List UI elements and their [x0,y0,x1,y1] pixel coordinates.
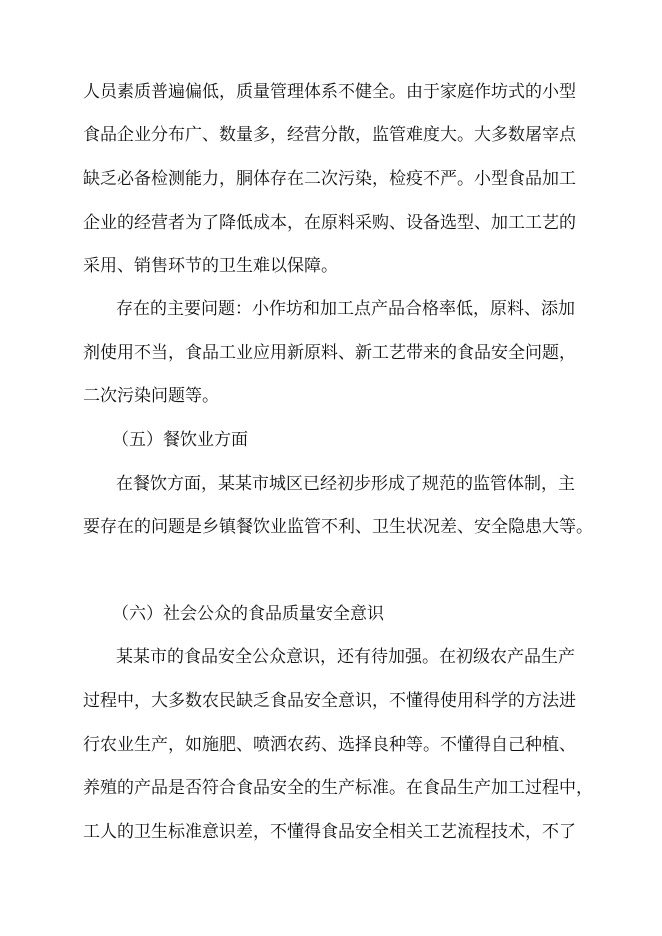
paragraph-2-line: 二次污染问题等。 [83,386,219,406]
paragraph-1-line: 食品企业分布广、数量多，经营分散，监管难度大。大多数屠宰点 [83,125,576,145]
paragraph-4-line: 过程中，大多数农民缺乏食品安全意识，不懂得使用科学的方法进 [83,691,576,711]
paragraph-1-line: 采用、销售环节的卫生难以保障。 [83,256,338,276]
paragraph-4-line: 工人的卫生标准意识差，不懂得食品安全相关工艺流程技术，不了 [83,822,576,842]
paragraph-1-line: 缺乏必备检测能力，胴体存在二次污染，检疫不严。小型食品加工 [83,169,576,189]
paragraph-1-line: 人员素质普遍偏低，质量管理体系不健全。由于家庭作坊式的小型 [83,82,576,102]
section-heading-5: （五）餐饮业方面 [112,430,248,450]
paragraph-4-line: 养殖的产品是否符合食品安全的生产标准。在食品生产加工过程中， [83,778,593,798]
paragraph-3-line: 在餐饮方面，某某市城区已经初步形成了规范的监管体制，主 [116,474,575,494]
paragraph-3-line: 要存在的问题是乡镇餐饮业监管不利、卫生状况差、安全隐患大等。 [83,517,593,537]
paragraph-2-line: 存在的主要问题：小作坊和加工点产品合格率低，原料、添加 [116,299,575,319]
paragraph-4-line: 某某市的食品安全公众意识，还有待加强。在初级农产品生产 [116,647,575,667]
paragraph-1-line: 企业的经营者为了降低成本，在原料采购、设备选型、加工工艺的 [83,213,576,233]
paragraph-4-line: 行农业生产，如施肥、喷洒农药、选择良种等。不懂得自己种植、 [83,735,576,755]
paragraph-2-line: 剂使用不当，食品工业应用新原料、新工艺带来的食品安全问题， [83,343,576,363]
section-heading-6: （六）社会公众的食品质量安全意识 [112,604,384,624]
